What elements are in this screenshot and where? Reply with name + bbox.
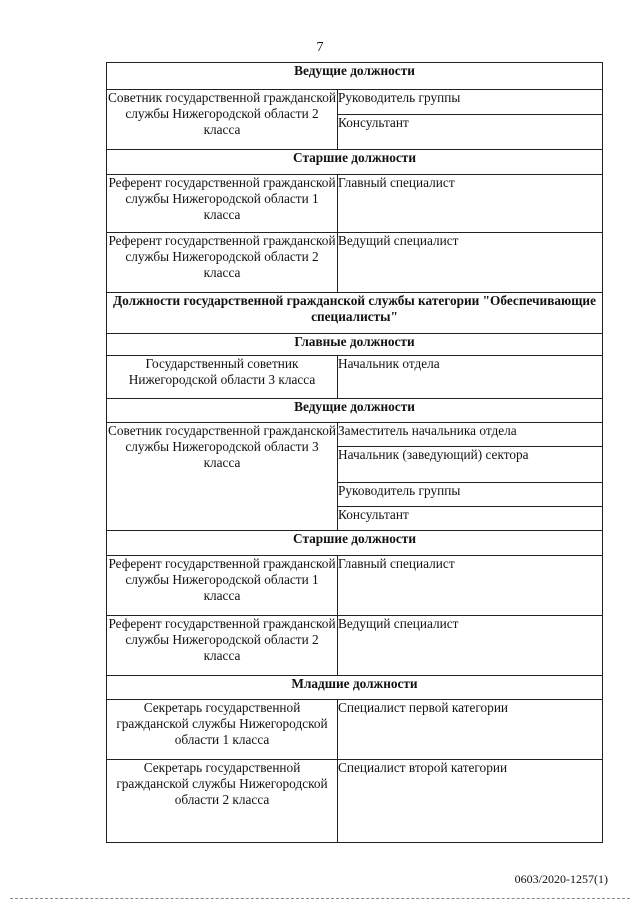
- page-number: 7: [316, 40, 324, 55]
- position-cell: Руководитель группы: [338, 483, 603, 507]
- section-header: Старшие должности: [107, 150, 603, 175]
- positions-table: [106, 62, 603, 843]
- bottom-divider: [10, 898, 630, 899]
- rank-cell: Референт государственной гражданской службы Нижегородской области 2 класса: [107, 616, 338, 676]
- position-cell: Специалист второй категории: [338, 760, 603, 843]
- section-header: Ведущие должности: [107, 63, 603, 90]
- position-cell: Главный специалист: [338, 556, 603, 616]
- section-header: Младшие должности: [107, 676, 603, 700]
- rank-cell: Референт государственной гражданской службы Нижегородской области 1 класса: [107, 556, 338, 616]
- rank-cell: Секретарь государственной гражданской службы Нижегородской области 2 класса: [107, 760, 338, 843]
- section-header: Ведущие должности: [107, 399, 603, 423]
- position-cell: Консультант: [338, 507, 603, 531]
- position-cell: Специалист первой категории: [338, 700, 603, 760]
- position-cell: Главный специалист: [338, 175, 603, 233]
- rank-cell: Референт государственной гражданской службы Нижегородской области 2 класса: [107, 233, 338, 293]
- category-header: Должности государственной гражданской службы категории "Обеспечивающие специалисты": [107, 293, 603, 334]
- position-cell: Консультант: [338, 115, 603, 150]
- position-cell: Ведущий специалист: [338, 233, 603, 293]
- position-cell: Начальник (заведующий) сектора: [338, 447, 603, 483]
- rank-cell: Советник государственной гражданской службы Нижегородской области 3 класса: [107, 423, 338, 531]
- rank-cell: Советник государственной гражданской службы Нижегородской области 2 класса: [107, 90, 338, 150]
- position-cell: Начальник отдела: [338, 356, 603, 399]
- document-number: 0603/2020-1257(1): [514, 872, 608, 886]
- position-cell: Руководитель группы: [338, 90, 603, 115]
- rank-cell: Секретарь государственной гражданской службы Нижегородской области 1 класса: [107, 700, 338, 760]
- rank-cell: Государственный советник Нижегородской области 3 класса: [107, 356, 338, 399]
- rank-cell: Референт государственной гражданской службы Нижегородской области 1 класса: [107, 175, 338, 233]
- section-header: Главные должности: [107, 334, 603, 356]
- position-cell: Заместитель начальника отдела: [338, 423, 603, 447]
- section-header: Старшие должности: [107, 531, 603, 556]
- position-cell: Ведущий специалист: [338, 616, 603, 676]
